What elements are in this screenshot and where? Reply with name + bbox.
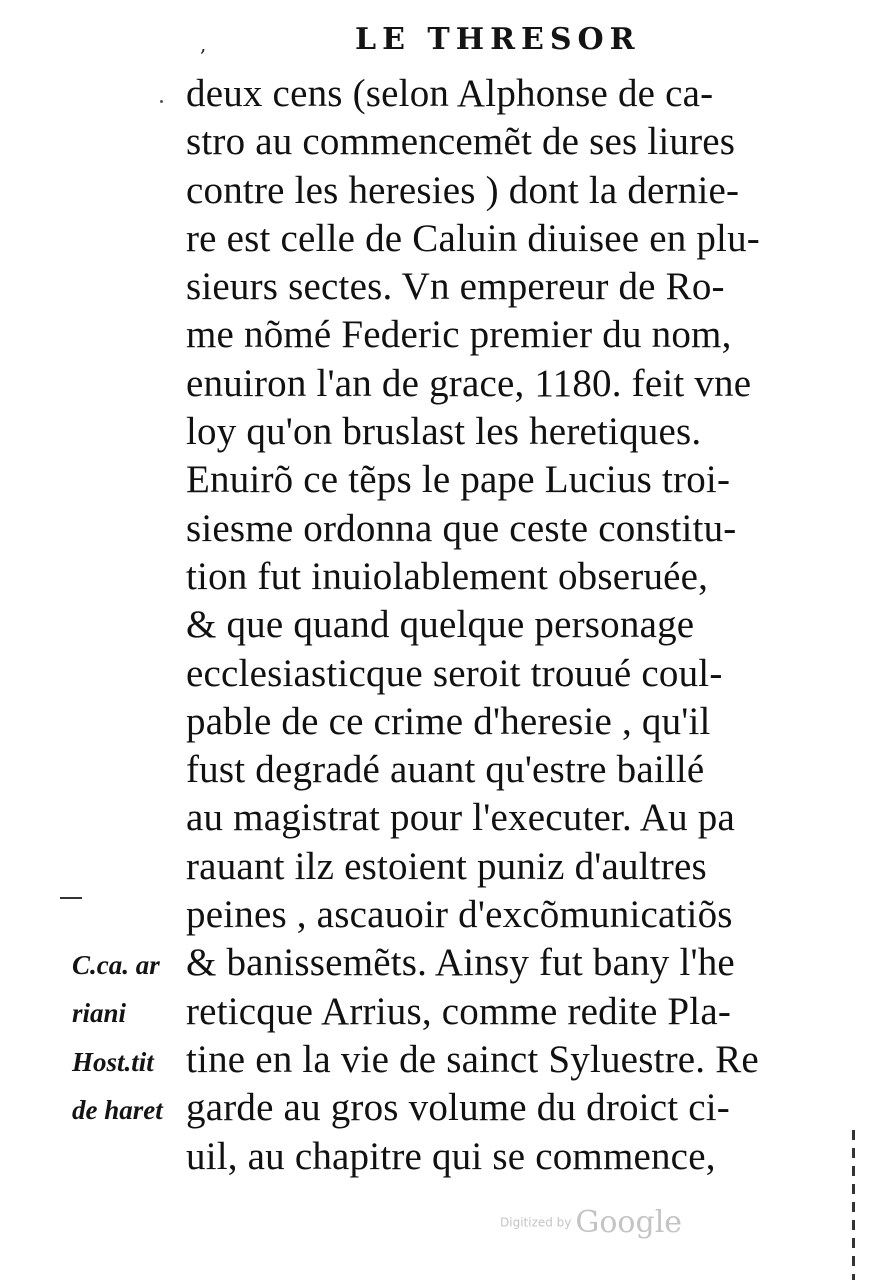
margin-note: riani: [72, 998, 127, 1029]
text-line: au magistrat pour l'executer. Au pa: [186, 796, 736, 840]
text-line: me nõmé Federic premier du nom,: [186, 313, 732, 357]
text-line: tine en la vie de sainct Syluestre. Re: [186, 1037, 759, 1081]
text-line: fust degradé auant qu'estre baillé: [186, 748, 705, 792]
text-line: uil, au chapitre qui se commence,: [186, 1134, 716, 1178]
margin-note: Host.tit: [72, 1046, 154, 1077]
watermark-prefix: Digitized by: [500, 1215, 572, 1230]
text-line: reticque Arrius, comme redite Pla-: [186, 989, 732, 1033]
text-line: Enuirõ ce tẽps le pape Lucius troi-: [186, 458, 731, 502]
text-line: garde au gros volume du droict ci-: [186, 1086, 730, 1130]
text-line: stro au commencemẽt de ses liures: [186, 120, 736, 164]
margin-notes: [72, 941, 197, 1134]
text-line: & banissemẽts. Ainsy fut bany l'he: [186, 941, 735, 985]
margin-note: C.ca. ar: [72, 950, 160, 980]
text-line: sieurs sectes. Vn empereur de Ro-: [186, 265, 725, 309]
running-title: LE THRESOR: [355, 22, 641, 57]
text-line: enuiron l'an de grace, 1180. feit vne: [186, 361, 752, 405]
body-text: [186, 70, 826, 1181]
text-line: siesme ordonna que ceste constitu-: [186, 506, 737, 550]
margin-dash: [60, 897, 82, 899]
digitized-watermark: [500, 1205, 682, 1240]
text-line: loy qu'on bruslast les heretiques.: [186, 410, 702, 454]
text-line: & que quand quelque personage: [186, 603, 695, 647]
margin-note: de haret: [72, 1094, 163, 1125]
text-line: deux cens (selon Alphonse de ca-: [186, 72, 714, 115]
text-line: contre les heresies ) dont la dernie-: [186, 168, 740, 212]
watermark-brand: Google: [575, 1205, 683, 1240]
text-line: peines , ascauoir d'excõmunicatiõs: [186, 893, 733, 937]
text-line: pable de ce crime d'heresie , qu'il: [186, 699, 711, 743]
text-line: ecclesiasticque seroit trouué coul-: [186, 651, 723, 695]
header-mark: ,: [200, 32, 207, 56]
ink-speck: [160, 100, 163, 103]
text-line: tion fut inuiolablement obseruée,: [186, 554, 709, 598]
text-line: re est celle de Caluin diuisee en plu-: [186, 216, 760, 260]
scan-edge-mark: [852, 1130, 855, 1280]
text-line: rauant ilz estoient puniz d'aultres: [186, 844, 707, 888]
